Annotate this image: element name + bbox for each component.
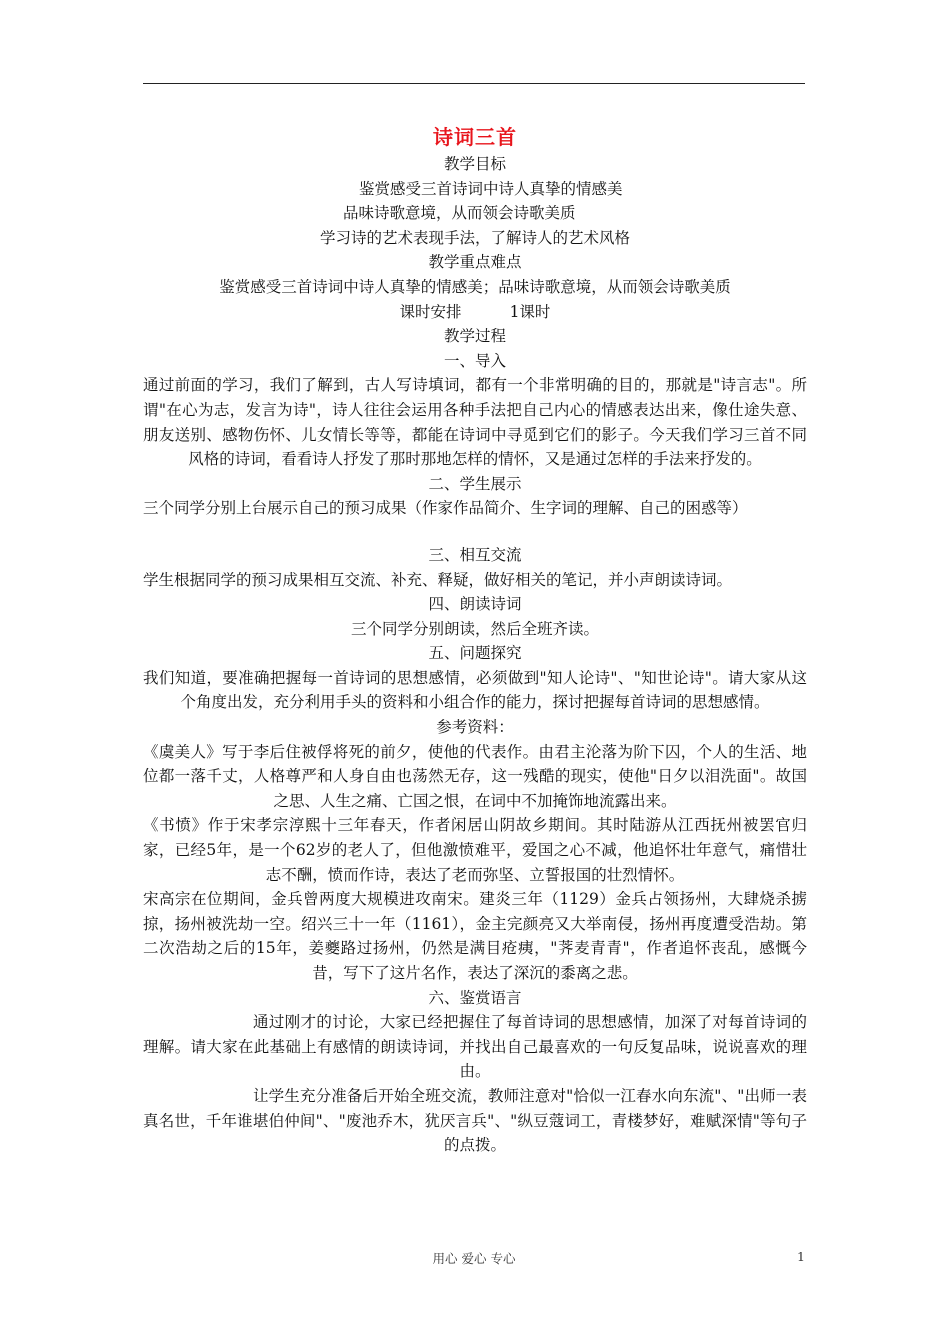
section-paragraph: 三个同学分别朗读，然后全班齐读。 — [350, 619, 599, 638]
key-points-heading: 教学重点难点 — [428, 253, 522, 272]
schedule-value: 1课时 — [509, 302, 551, 321]
section-heading: 三、相互交流 — [428, 545, 522, 564]
document-body — [143, 122, 807, 1158]
reference-paragraph: 宋高宗在位期间，金兵曾两度大规模进攻南宋。建炎三年（1129）金兵占领扬州，大肆烧杀掳掠，扬州被洗劫一空。绍兴三十一年（1161），金主完颜亮又大举南侵，扬州再度遭受浩劫。第二次浩劫之后的15年，姜夔路过扬州，仍然是满目疮痍，"荠麦青青"，作者追怀丧乱，感慨今昔，写下了这片名作，表达了深沉的黍离之悲。 — [143, 890, 807, 982]
objective-item: 学习诗的艺术表现手法，了解诗人的艺术风格 — [319, 228, 630, 247]
schedule-line — [143, 300, 807, 325]
section-heading: 五、问题探究 — [428, 644, 522, 663]
section-heading: 四、朗读诗词 — [428, 595, 522, 614]
objectives-heading: 教学目标 — [443, 155, 506, 173]
process-heading: 教学过程 — [443, 327, 506, 346]
header-rule — [143, 83, 805, 84]
objective-item: 鉴赏感受三首诗词中诗人真挚的情感美 — [359, 179, 623, 198]
reference-paragraph: 《书愤》作于宋孝宗淳熙十三年春天，作者闲居山阴故乡期间。其时陆游从江西抚州被罢官归家，已经5年，是一个62岁的老人了，但他激愤难平，爱国之心不减，他追怀壮年意气，痛惜壮志不酬，愤而作诗，表达了老而弥坚、立誓报国的壮烈情怀。 — [143, 816, 807, 884]
section-heading: 二、学生展示 — [428, 474, 522, 493]
section-paragraph: 通过前面的学习，我们了解到，古人写诗填词，都有一个非常明确的目的，那就是"诗言志"。所谓"在心为志，发言为诗"，诗人往往会运用各种手法把自己内心的情感表达出来，像仕途失意、朋友送别、感物伤怀、儿女情长等等，都能在诗词中寻觅到它们的影子。今天我们学习三首不同风格的诗词，看看诗人抒发了那时那地怎样的情怀，又是通过怎样的手法来抒发的。 — [143, 376, 807, 469]
footer-motto: 用心 爱心 专心 — [432, 1251, 516, 1266]
section-paragraph: 让学生充分准备后开始全班交流，教师注意对"恰似一江春水向东流"、"出师一表真名世，千年谁堪伯仲间"、"废池乔木，犹厌言兵"、"纵豆蔻词工，青楼梦好，难赋深情"等句子的点拨。 — [143, 1086, 807, 1155]
section-heading: 六、鉴赏语言 — [428, 988, 522, 1007]
spacer — [143, 521, 807, 543]
page-title: 诗词三首 — [433, 125, 517, 149]
reference-heading: 参考资料： — [436, 718, 514, 737]
section-paragraph: 学生根据同学的预习成果相互交流、补充、释疑，做好相关的笔记，并小声朗读诗词。 — [143, 570, 733, 589]
page-number: 1 — [797, 1249, 805, 1264]
section-heading: 一、导入 — [443, 351, 506, 370]
section-paragraph: 我们知道，要准确把握每一首诗词的思想感情，必须做到"知人论诗"、"知世论诗"。请大家从这个角度出发，充分利用手头的资料和小组合作的能力，探讨把握每首诗词的思想感情。 — [143, 668, 807, 712]
section-paragraph: 通过刚才的讨论，大家已经把握住了每首诗词的思想感情，加深了对每首诗词的理解。请大家在此基础上有感情的朗读诗词，并找出自己最喜欢的一句反复品味，说说喜欢的理由。 — [143, 1013, 807, 1081]
section-paragraph: 三个同学分别上台展示自己的预习成果（作家作品简介、生字词的理解、自己的困惑等） — [143, 499, 748, 518]
schedule-label: 课时安排 — [399, 302, 462, 321]
objective-item: 品味诗歌意境，从而领会诗歌美质 — [343, 204, 576, 223]
reference-paragraph: 《虞美人》写于李后住被俘将死的前夕，使他的代表作。由君主沦落为阶下囚，个人的生活、地位都一落千丈，人格尊严和人身自由也荡然无存，这一残酷的现实，使他"日夕以泪洗面"。故国之思、人生之痛、亡国之恨，在词中不加掩饰地流露出来。 — [143, 742, 807, 810]
key-points-text: 鉴赏感受三首诗词中诗人真挚的情感美；品味诗歌意境，从而领会诗歌美质 — [219, 277, 731, 296]
